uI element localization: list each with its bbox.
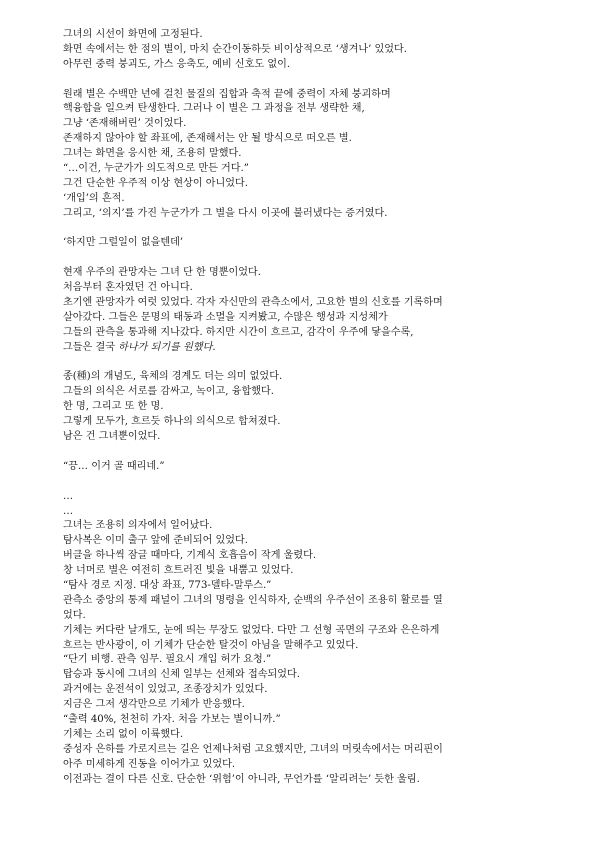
text-line: ‘하지만 그럴일이 없을텐데’ <box>63 237 184 249</box>
text-line: 초기엔 관망자가 여럿 있었다. 각자 자신만의 관측소에서, 고요한 별의 신호를 기록하며 <box>63 297 443 309</box>
text-line <box>63 341 533 356</box>
text-line: “출력 40%, 천천히 가자. 처음 가보는 별이니까.” <box>63 713 281 725</box>
text-line: 창 너머로 별은 여전히 흐트러진 빛을 내뿜고 있었다. <box>63 565 294 577</box>
text-line: 그들의 의식은 서로를 감싸고, 녹이고, 융합했다. <box>63 386 274 398</box>
text-line: 었다. <box>63 609 86 621</box>
text-line: 현재 우주의 관망자는 그녀 단 한 명뿐이었다. <box>63 267 261 279</box>
paragraph-gap <box>63 445 533 460</box>
paragraph-gap <box>63 73 533 88</box>
text-line: 화면 속에서는 한 점의 별이, 마치 순간이동하듯 비이상적으로 ‘생겨나’ 있었다. <box>63 43 407 55</box>
text-line: 과거에는 운전석이 있었고, 조종장치가 있었다. <box>63 684 268 696</box>
text-line: 지금은 그저 생각만으로 기체가 반응했다. <box>63 699 245 711</box>
text-line: “단기 비행. 관측 임무. 필요시 개입 허가 요청.” <box>63 654 272 666</box>
text-line: 그녀의 시선이 화면에 고정된다. <box>63 29 203 40</box>
text-line: 종(種)의 개념도, 육체의 경계도 더는 의미 없었다. <box>63 371 283 383</box>
text-line <box>63 787 533 802</box>
text-run: 그들은 결국 <box>63 341 119 353</box>
text-line: 그렇게 모두가, 흐르듯 하나의 의식으로 합쳐졌다. <box>63 416 281 428</box>
text-line: 이전과는 결이 다른 신호. 단순한 ‘위험’이 아니라, 무언가를 ‘알리려는’ 듯한 울림. <box>63 773 420 785</box>
paragraph <box>63 236 533 251</box>
paragraph <box>63 460 533 475</box>
paragraph-gap <box>63 475 533 490</box>
text-line: “…이건, 누군가가 의도적으로 만든 거다.” <box>63 163 249 175</box>
paragraph-gap <box>63 251 533 266</box>
text-line: 그냥 ‘존재해버린’ 것이었다. <box>63 118 187 130</box>
paragraph-gap <box>63 222 533 237</box>
text-line: … <box>63 490 74 502</box>
paragraph <box>63 370 533 444</box>
text-line: 버클을 하나씩 잠글 때마다, 기계식 호흡음이 작게 울렸다. <box>63 550 317 562</box>
paragraph <box>63 490 533 803</box>
text-line: 원래 별은 수백만 년에 걸친 물질의 집합과 축적 끝에 중력이 자체 붕괴하며 <box>63 88 391 100</box>
text-line: 남은 건 그녀뿐이었다. <box>63 431 161 443</box>
text-line: 중성자 은하를 가로지르는 길은 언제나처럼 고요했지만, 그녀의 머릿속에서는 머리핀이 <box>63 743 443 755</box>
text-line: 핵융합을 일으켜 탄생한다. 그러나 이 별은 그 과정을 전부 생략한 채, <box>63 103 365 115</box>
text-line: 그리고, ‘의지’를 가진 누군가가 그 별을 다시 이곳에 불러냈다는 증거였다. <box>63 207 388 219</box>
text-line: 그녀는 화면을 응시한 채, 조용히 말했다. <box>63 148 242 160</box>
document-page <box>63 28 533 802</box>
text-line: … <box>63 505 74 517</box>
text-line: 아무런 중력 붕괴도, 가스 응축도, 예비 신호도 없이. <box>63 58 291 70</box>
text-line: 그건 단순한 우주적 이상 현상이 아니었다. <box>63 177 249 189</box>
italic-text-run: 하나가 되기를 원했다. <box>118 341 216 353</box>
text-line: 그들의 관측을 통과해 지나갔다. 하지만 시간이 흐르고, 감각이 우주에 닿을수록, <box>63 326 414 338</box>
text-line: 한 명, 그리고 또 한 명. <box>63 401 164 413</box>
text-line: 기체는 커다란 날개도, 눈에 띄는 무장도 없었다. 다만 그 선형 곡면의 구조와 은은하게 <box>63 624 440 636</box>
text-line: 흐르는 반사광이, 이 기체가 단순한 탈것이 아님을 말해주고 있었다. <box>63 639 359 651</box>
text-line: “탐사 경로 지정. 대상 좌표, 773-델타-말루스.” <box>63 579 272 591</box>
paragraph <box>63 28 533 73</box>
text-line: 아주 미세하게 진동을 이어가고 있었다. <box>63 758 236 770</box>
text-line: 존재하지 않아야 할 좌표에, 존재해서는 안 될 방식으로 떠오른 별. <box>63 133 352 145</box>
text-line: 탐사복은 이미 출구 앞에 준비되어 있었다. <box>63 535 249 547</box>
paragraph <box>63 88 533 222</box>
text-line: “끙… 이거 골 때리네.” <box>63 460 165 472</box>
text-line: 관측소 중앙의 통제 패널이 그녀의 명령을 인식하자, 순백의 우주선이 조용히 활로를 열 <box>63 594 443 606</box>
text-line: 기체는 소리 없이 이륙했다. <box>63 728 184 740</box>
text-line: ‘개입’의 흔적. <box>63 192 125 204</box>
text-line: 처음부터 혼자였던 건 아니다. <box>63 282 193 294</box>
paragraph <box>63 266 533 355</box>
paragraph-gap <box>63 356 533 371</box>
text-line: 탑승과 동시에 그녀의 신체 일부는 선체와 접속되었다. <box>63 669 300 681</box>
text-line: 그녀는 조용히 의자에서 일어났다. <box>63 520 213 532</box>
text-line: 살아갔다. 그들은 문명의 태동과 소멸을 지켜봤고, 수많은 행성과 지성체가 <box>63 311 388 323</box>
